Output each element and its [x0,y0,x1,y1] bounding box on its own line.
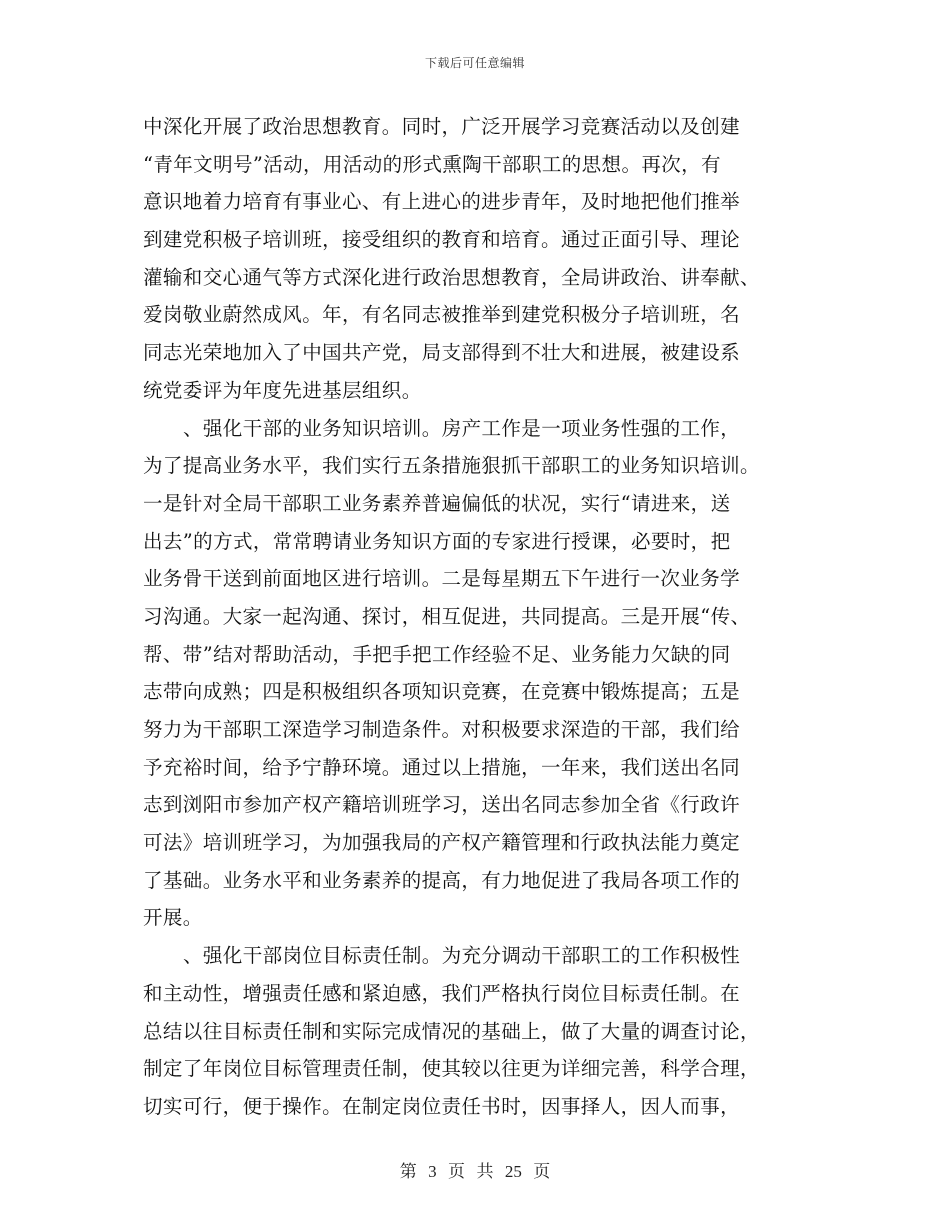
text-line: 帮、带”结对帮助活动，手把手把工作经验不足、业务能力欠缺的同 [143,642,731,666]
page-header: 下载后可任意编辑 [424,56,525,70]
text-line: 了基础。业务水平和业务素养的提高，有力地促进了我局各项工作的 [143,868,741,892]
text-line: 志带向成熟；四是积极组织各项知识竞赛，在竞赛中锻炼提高；五是 [143,680,741,704]
text-line: “青年文明号”活动，用活动的形式熏陶干部职工的思想。再次，有 [143,152,721,176]
footer-suffix: 页 [533,1162,551,1182]
text-line: 努力为干部职工深造学习制造条件。对积极要求深造的干部，我们给 [143,718,741,741]
footer-prefix: 第 [399,1162,417,1182]
text-line: 可法》培训班学习，为加强我局的产权产籍管理和行政执法能力奠定 [143,831,741,855]
page-footer [0,1157,950,1182]
text-line: 灌输和交心通气等方式深化进行政治思想教育，全局讲政治、讲奉献、 [143,265,760,289]
text-line: 、强化干部岗位目标责任制。为充分调动干部职工的工作积极性 [183,944,741,968]
text-line: 爱岗敬业蔚然成风。年，有名同志被推举到建党积极分子培训班，名 [143,303,741,327]
footer-mid: 页 共 [448,1162,494,1182]
text-line: 志到浏阳市参加产权产籍培训班学习，送出名同志参加全省《行政许 [143,793,741,817]
text-line: 予充裕时间，给予宁静环境。通过以上措施，一年来，我们送出名同 [143,755,741,779]
text-line: 同志光荣地加入了中国共产党，局支部得到不壮大和进展，被建设系 [143,341,741,365]
body-text [143,108,803,1126]
text-line: 习沟通。大家一起沟通、探讨，相互促进，共同提高。三是开展“传、 [143,604,751,628]
text-line: 到建党积极子培训班，接受组织的教育和培育。通过正面引导、理论 [143,228,741,252]
current-page-number: 3 [428,1162,437,1181]
text-line: 总结以往目标责任制和实际完成情况的基础上，做了大量的调查讨论， [143,1019,760,1043]
text-line: 意识地着力培育有事业心、有上进心的进步青年，及时地把他们推举 [143,190,741,214]
text-line: 一是针对全局干部职工业务素养普遍偏低的状况，实行“请进来，送 [143,491,731,515]
text-line: 开展。 [143,906,203,930]
text-line: 业务骨干送到前面地区进行培训。二是每星期五下午进行一次业务学 [143,567,741,591]
text-line: 为了提高业务水平，我们实行五条措施狠抓干部职工的业务知识培训。 [143,454,760,478]
text-line: 和主动性，增强责任感和紧迫感，我们严格执行岗位目标责任制。在 [143,981,741,1005]
text-line: 中深化开展了政治思想教育。同时，广泛开展学习竞赛活动以及创建 [143,115,741,138]
total-pages-number: 25 [504,1162,522,1181]
text-line: 统党委评为年度先进基层组织。 [143,378,422,402]
text-line: 制定了年岗位目标管理责任制，使其较以往更为详细完善，科学合理， [143,1057,760,1081]
text-line: 、强化干部的业务知识培训。房产工作是一项业务性强的工作， [183,416,741,440]
text-line: 切实可行，便于操作。在制定岗位责任书时，因事择人，因人而事， [143,1094,741,1118]
text-line: 出去”的方式，常常聘请业务知识方面的专家进行授课，必要时，把 [143,529,731,553]
